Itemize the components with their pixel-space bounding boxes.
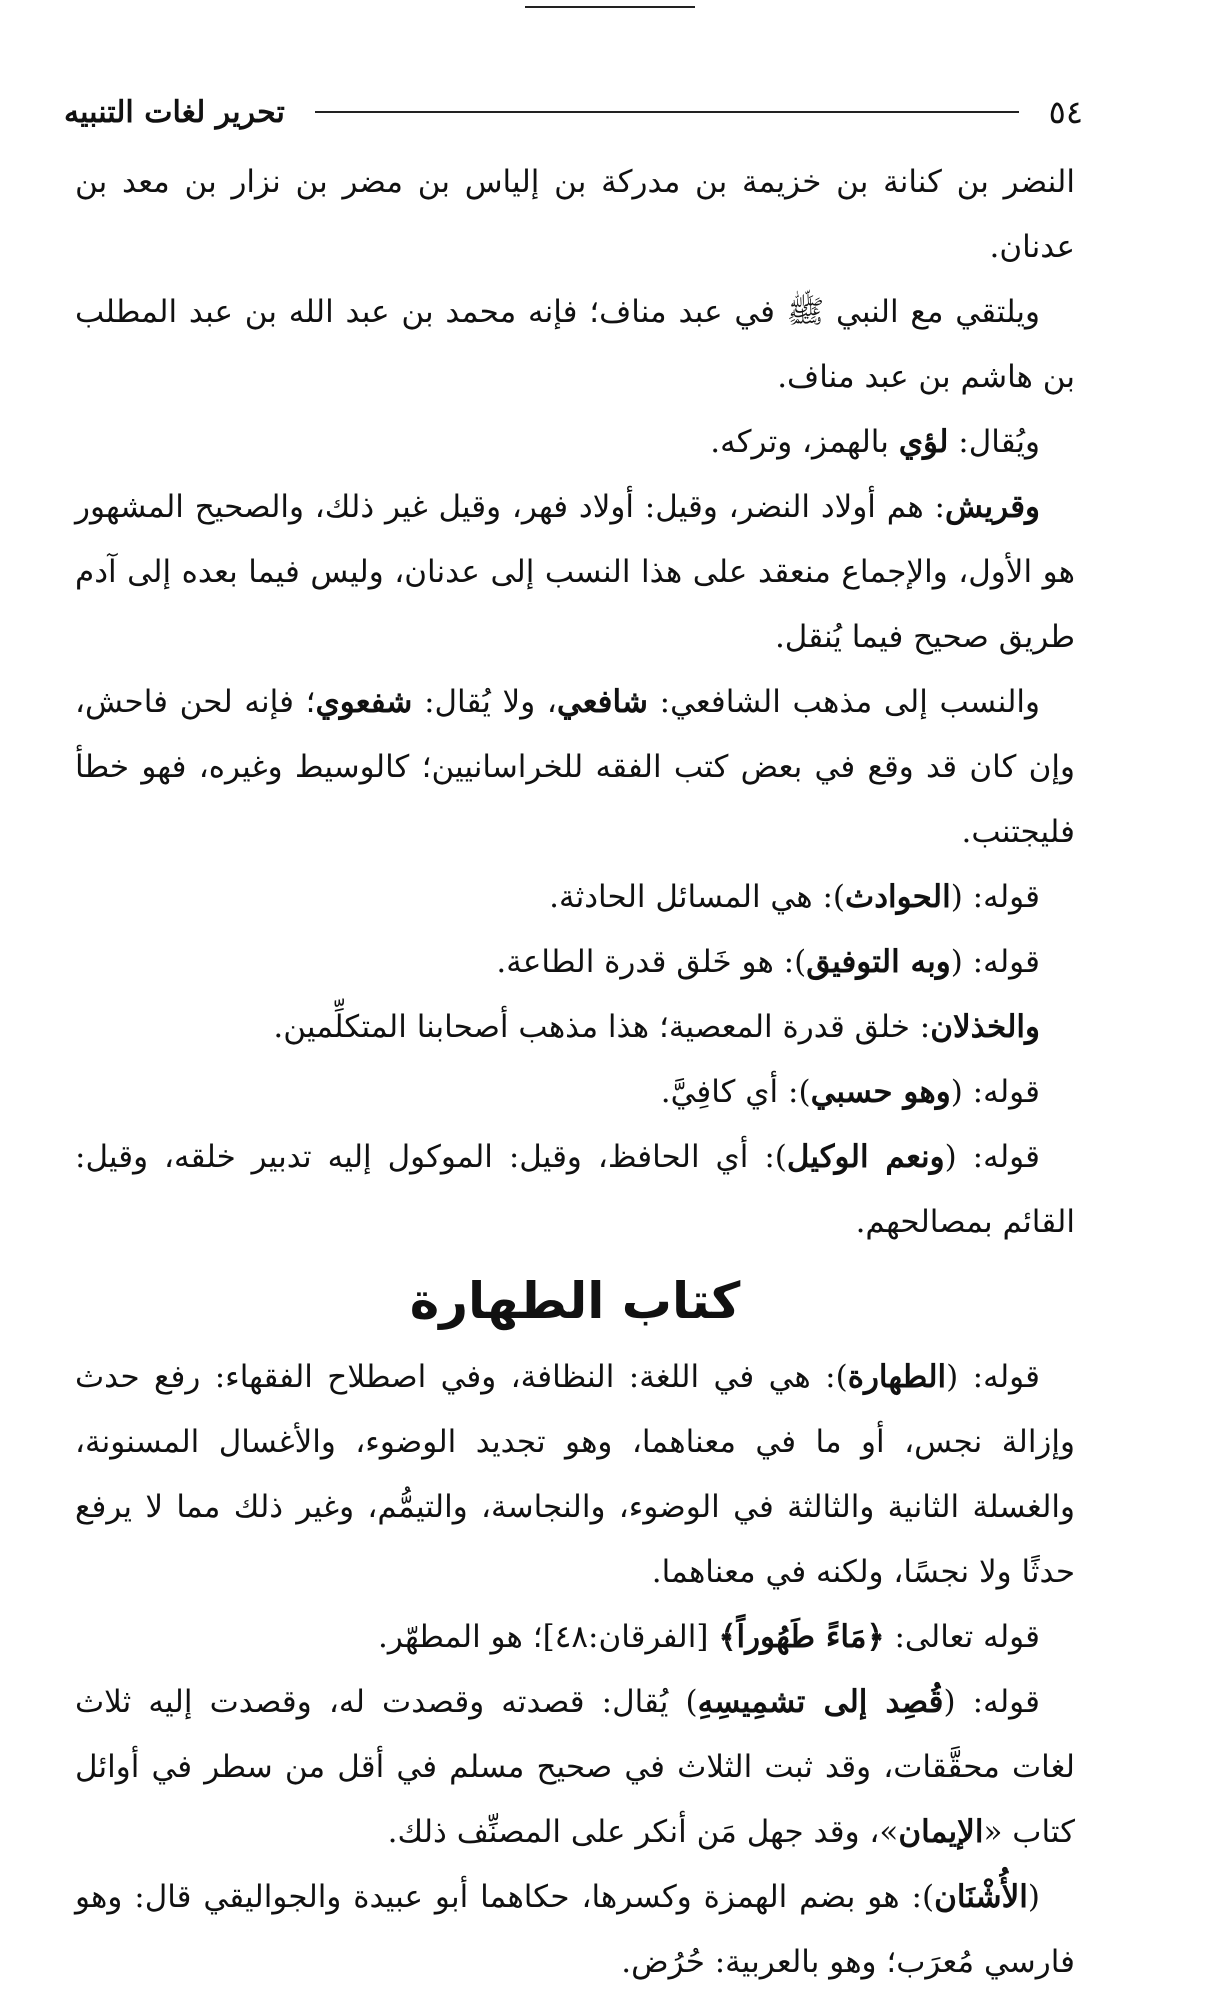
text-run: : خلق قدرة المعصية؛ هذا مذهب أصحابنا المتكلِّمين. [273,1009,931,1045]
paragraph [75,865,1075,930]
paragraph [75,1865,1075,1995]
text-run: ويلتقي مع النبي ﷺ في عبد مناف؛ فإنه محمد بن عبد الله بن عبد المطلب بن هاشم بن عبد مناف. [75,294,1075,395]
text-run: ؛ فإنه لحن فاحش، وإن كان قد وقع في بعض كتب الفقه للخراسانيين؛ كالوسيط وغيره، فهو خطأ فليجتنب. [75,684,1075,850]
text-run: ): هي في اللغة: النظافة، وفي اصطلاح الفقهاء: رفع حدث وإزالة نجس، أو ما في معناهما، وهو تجديد الوضوء، والأغسال المسنونة، والغسلة الثانية والثالثة في الوضوء، والنجاسة، والتيمُّم، وغير ذلك مما لا يرفع حدثًا ولا نجسًا، ولكنه في معناهما. [75,1359,1075,1590]
paragraph [75,670,1075,865]
text-run: ): هو خَلق قدرة الطاعة. [496,944,807,980]
page-body [75,150,1075,1995]
term-bold: الأُشْنَان [934,1879,1028,1915]
paragraph [75,1060,1075,1125]
text-run: ): هو بضم الهمزة وكسرها، حكاهما أبو عبيدة والجواليقي قال: وهو فارسي مُعرَب؛ وهو بالعربية: حُرُض. [75,1879,1075,1980]
text-run: ): أي كافِيَّ. [660,1074,811,1110]
page-number: ٥٤ [1048,93,1083,131]
text-run: قوله: ( [946,1359,1040,1395]
text-run: ): هي المسائل الحادثة. [549,879,846,915]
text-run: ( [1027,1879,1041,1915]
text-run: »، وقد جهل مَن أنكر على المصنِّف ذلك. [387,1814,899,1850]
text-run: قوله: ( [950,944,1040,980]
text-run: قوله: ( [944,1139,1041,1175]
term-bold: وقريش [944,489,1040,525]
term-bold: قُصِد إلى تشمِيسِهِ [697,1684,944,1720]
text-run: ، ولا يُقال: [412,684,557,720]
paragraph [75,995,1075,1060]
term-bold: ونعم الوكيل [786,1139,945,1175]
paragraph [75,1125,1075,1255]
header-rule [315,111,1019,113]
paragraph [75,930,1075,995]
term-bold: وهو حسبي [810,1074,951,1110]
section-heading: كتاب الطهارة [409,1272,741,1330]
paragraph [75,1605,1075,1670]
term-bold: شفعوي [315,684,413,720]
paragraph [75,475,1075,670]
text-run: والنسب إلى مذهب الشافعي: [647,684,1041,720]
term-bold: والخذلان [930,1009,1040,1045]
text-run: النضر بن كنانة بن خزيمة بن مدركة بن إلياس بن مضر بن نزار بن معد بن عدنان. [75,164,1075,265]
term-bold: الحوادث [845,879,951,915]
term-bold: وبه التوفيق [806,944,951,980]
text-run: بالهمز، وتركه. [710,424,899,460]
paragraph [75,280,1075,410]
paragraph [75,150,1075,280]
top-rule [525,6,695,8]
text-run: [الفرقان:٤٨]؛ هو المطهّر. [378,1619,719,1655]
term-bold: الطهارة [847,1359,947,1395]
text-run: قوله: ( [950,879,1040,915]
text-run: ويُقال: [948,424,1040,460]
term-bold: لؤي [898,424,949,460]
text-run: قوله: ( [943,1684,1041,1720]
text-run: ) يُقال: قصدته وقصدت له، وقصدت إليه ثلاث لغات محقَّقات، وقد ثبت الثلاث في صحيح مسلم في أقل من سطر في أوائل كتاب « [75,1684,1075,1850]
paragraph [75,1345,1075,1605]
text-run: قوله تعالى: [884,1619,1040,1655]
paragraph [75,1670,1075,1865]
paragraphs-before-heading [75,150,1075,1255]
term-bold: الإيمان [898,1814,984,1850]
running-title: تحرير لغات التنبيه [64,94,285,130]
text-run: ): أي الحافظ، وقيل: الموكول إليه تدبير خلقه، وقيل: القائم بمصالحهم. [75,1139,1075,1240]
term-bold: ﴿مَاءً طَهُوراً﴾ [718,1619,885,1655]
running-header [64,86,1083,138]
term-bold: شافعي [556,684,648,720]
text-run: قوله: ( [950,1074,1040,1110]
text-run: : هم أولاد النضر، وقيل: أولاد فهر، وقيل غير ذلك، والصحيح المشهور هو الأول، والإجماع منعقد على هذا النسب إلى عدنان، وليس فيما بعده إلى آدم طريق صحيح فيما يُنقل. [75,489,1075,655]
paragraph [75,410,1075,475]
paragraphs-after-heading [75,1345,1075,1995]
